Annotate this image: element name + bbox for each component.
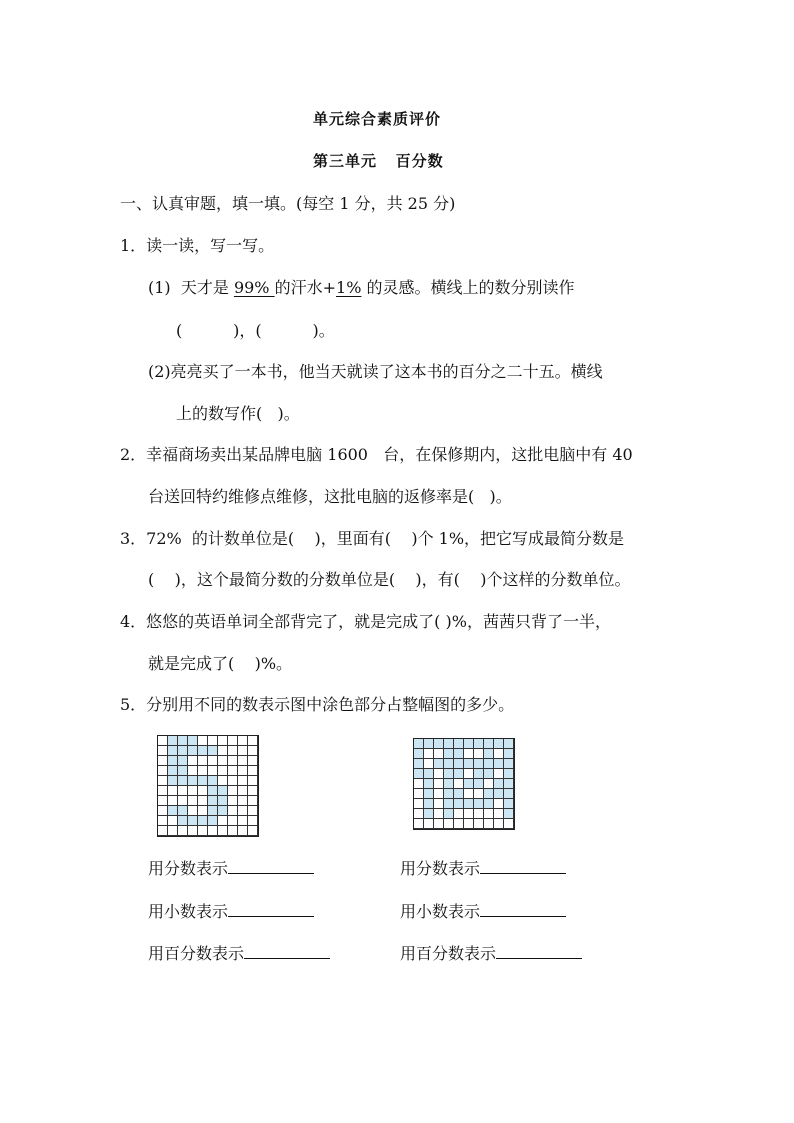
grid-cell-shaded (444, 809, 454, 819)
grid-cell (158, 806, 168, 816)
grid-cell-shaded (504, 779, 514, 789)
grid-cell (228, 776, 238, 786)
grid-cell (434, 789, 444, 799)
q1-part2-line2: 上的数写作( )。 (176, 404, 300, 423)
grid-cell (424, 819, 434, 829)
grid-cell-shaded (474, 769, 484, 779)
grid-cell (218, 776, 228, 786)
grid-cell (158, 816, 168, 826)
grid-cell-shaded (444, 759, 454, 769)
grid-cell (218, 756, 228, 766)
grid-cell (484, 819, 494, 829)
grid-cell (414, 789, 424, 799)
grid-cell (158, 736, 168, 746)
grid-cell-shaded (434, 759, 444, 769)
grid-cell (424, 749, 434, 759)
grid-cell (248, 806, 258, 816)
grid-cell-shaded (504, 799, 514, 809)
grid-cell-shaded (424, 769, 434, 779)
grid-cell (188, 826, 198, 836)
left-decimal-label: 用小数表示 (148, 902, 229, 921)
grid-cell-shaded (198, 816, 208, 826)
grid-cell-shaded (474, 759, 484, 769)
left-percent-label: 用百分数表示 (148, 944, 245, 963)
grid-cell (238, 756, 248, 766)
grid-cell (238, 786, 248, 796)
grid-cell (238, 776, 248, 786)
grid-cell (238, 816, 248, 826)
grid-cell (238, 806, 248, 816)
grid-cell (248, 766, 258, 776)
grid-cell-shaded (464, 799, 474, 809)
grid-cell-shaded (454, 789, 464, 799)
grid-cell-shaded (444, 779, 454, 789)
grid-cell (464, 819, 474, 829)
grid-cell (248, 736, 258, 746)
grid-cell-shaded (168, 756, 178, 766)
grid-cell (218, 816, 228, 826)
grid-cell (414, 779, 424, 789)
grid-cell-shaded (504, 749, 514, 759)
grid-cell-shaded (464, 759, 474, 769)
left-fraction-label: 用分数表示 (148, 859, 229, 878)
grid-figure-2 (413, 738, 515, 830)
grid-cell (158, 776, 168, 786)
right-fraction-label: 用分数表示 (400, 859, 481, 878)
left-fraction-answer (148, 856, 314, 879)
grid-cell-shaded (424, 799, 434, 809)
grid-cell (494, 809, 504, 819)
right-decimal-blank[interactable] (480, 902, 566, 917)
grid-cell (168, 796, 178, 806)
q1-underlined-99: 99% (233, 278, 275, 297)
grid-cell (198, 766, 208, 776)
grid-cell-shaded (188, 776, 198, 786)
section-heading: 一、认真审题，填一填。(每空 1 分，共 25 分) (120, 194, 456, 213)
left-percent-answer (148, 941, 330, 964)
grid-cell (454, 779, 464, 789)
grid-cell (228, 796, 238, 806)
grid-cell-shaded (484, 749, 494, 759)
q4-line2: 就是完成了( )%。 (148, 654, 293, 673)
grid-cell-shaded (474, 799, 484, 809)
grid-cell (474, 789, 484, 799)
grid-cell-shaded (208, 776, 218, 786)
grid-cell-shaded (208, 806, 218, 816)
grid-cell-shaded (474, 739, 484, 749)
grid-cell-shaded (188, 736, 198, 746)
grid-cell-shaded (454, 759, 464, 769)
grid-cell (198, 786, 208, 796)
grid-cell (178, 826, 188, 836)
grid-cell-shaded (414, 759, 424, 769)
grid-cell-shaded (494, 759, 504, 769)
grid-cell (228, 736, 238, 746)
grid-cell-shaded (178, 736, 188, 746)
grid-cell-shaded (484, 739, 494, 749)
grid-cell-shaded (168, 746, 178, 756)
q1-part1-line1 (148, 275, 575, 298)
grid-cell (198, 796, 208, 806)
grid-cell (228, 826, 238, 836)
grid-cell (168, 816, 178, 826)
grid-cell (414, 809, 424, 819)
page-subtitle: 第三单元 百分数 (313, 152, 444, 170)
grid-figure-1 (157, 735, 259, 837)
grid-cell (198, 826, 208, 836)
grid-cell (248, 756, 258, 766)
grid-cell (218, 746, 228, 756)
grid-cell-shaded (484, 769, 494, 779)
grid-cell (228, 806, 238, 816)
grid-cell-shaded (444, 789, 454, 799)
grid-cell (208, 736, 218, 746)
q1-underlined-1: 1% (336, 278, 362, 297)
grid-cell (248, 796, 258, 806)
grid-cell-shaded (454, 739, 464, 749)
grid-cell-shaded (178, 756, 188, 766)
q1-part1-text-a: (1) 天才是 (148, 278, 234, 297)
left-fraction-blank[interactable] (228, 859, 314, 874)
grid-cell (414, 819, 424, 829)
grid-cell (238, 826, 248, 836)
grid-cell (208, 756, 218, 766)
grid-cell-shaded (494, 789, 504, 799)
grid-cell-shaded (168, 776, 178, 786)
right-percent-label: 用百分数表示 (400, 944, 497, 963)
grid-cell-shaded (424, 789, 434, 799)
grid-cell-shaded (188, 816, 198, 826)
right-decimal-label: 用小数表示 (400, 902, 481, 921)
grid-cell-shaded (444, 799, 454, 809)
grid-cell-shaded (414, 769, 424, 779)
grid-cell (178, 786, 188, 796)
grid-cell (158, 826, 168, 836)
grid-cell (158, 756, 168, 766)
grid-cell (248, 746, 258, 756)
right-fraction-answer (400, 856, 566, 879)
grid-cell (158, 746, 168, 756)
grid-cell (188, 766, 198, 776)
q1-part1-text-c: 的灵感。横线上的数分别读作 (361, 278, 575, 297)
grid-cell-shaded (218, 806, 228, 816)
grid-cell (218, 736, 228, 746)
grid-cell (474, 749, 484, 759)
grid-cell (248, 816, 258, 826)
grid-cell-shaded (484, 789, 494, 799)
grid-cell-shaded (504, 739, 514, 749)
grid-cell-shaded (188, 746, 198, 756)
grid-cell (158, 796, 168, 806)
grid-cell-shaded (168, 766, 178, 776)
grid-cell-shaded (444, 769, 454, 779)
right-percent-blank[interactable] (496, 944, 582, 959)
q1-part2-line1: (2)亮亮买了一本书，他当天就读了这本书的百分之二十五。横线 (148, 362, 603, 381)
grid-cell-shaded (494, 779, 504, 789)
grid-cell-shaded (208, 746, 218, 756)
grid-cell-shaded (424, 739, 434, 749)
grid-cell (238, 736, 248, 746)
grid-cell (434, 809, 444, 819)
grid-cell-shaded (178, 816, 188, 826)
grid-cell-shaded (424, 809, 434, 819)
grid-cell (494, 819, 504, 829)
grid-cell-shaded (218, 796, 228, 806)
grid-cell (454, 819, 464, 829)
grid-cell (474, 819, 484, 829)
grid-cell (228, 816, 238, 826)
grid-cell-shaded (444, 749, 454, 759)
grid-cell-shaded (504, 789, 514, 799)
grid-cell-shaded (474, 779, 484, 789)
grid-cell (218, 766, 228, 776)
q2-line1: 2．幸福商场卖出某品牌电脑 1600 台，在保修期内，这批电脑中有 40 (120, 445, 633, 464)
grid-cell-shaded (414, 749, 424, 759)
grid-cell (444, 819, 454, 829)
left-decimal-blank[interactable] (228, 902, 314, 917)
grid-cell (434, 799, 444, 809)
grid-cell (484, 809, 494, 819)
grid-cell-shaded (178, 746, 188, 756)
grid-cell (434, 769, 444, 779)
grid-cell-shaded (504, 809, 514, 819)
grid-cell (158, 786, 168, 796)
grid-cell-shaded (504, 759, 514, 769)
grid-cell-shaded (424, 779, 434, 789)
grid-cell (238, 746, 248, 756)
grid-cell (188, 756, 198, 766)
right-percent-answer (400, 941, 582, 964)
grid-cell-shaded (454, 749, 464, 759)
grid-cell (228, 766, 238, 776)
q3-line1: 3．72% 的计数单位是( )，里面有( )个 1%，把它写成最简分数是 (120, 529, 625, 548)
grid-cell-shaded (198, 746, 208, 756)
grid-cell-shaded (484, 799, 494, 809)
q1-heading: 1．读一读，写一写。 (120, 236, 275, 255)
grid-cell (188, 796, 198, 806)
q5-heading: 5．分别用不同的数表示图中涂色部分占整幅图的多少。 (120, 695, 515, 714)
left-decimal-answer (148, 899, 314, 922)
grid-cell-shaded (414, 739, 424, 749)
grid-cell (464, 749, 474, 759)
grid-cell (188, 806, 198, 816)
grid-cell-shaded (434, 739, 444, 749)
grid-cell (474, 809, 484, 819)
q3-line2: ( )，这个最简分数的分数单位是( )，有( )个这样的分数单位。 (148, 570, 631, 589)
grid-cell-shaded (464, 739, 474, 749)
q1-part1-line2: ( )，( )。 (176, 321, 335, 340)
grid-cell (238, 766, 248, 776)
grid-cell (208, 766, 218, 776)
grid-cell (188, 786, 198, 796)
grid-cell (228, 756, 238, 766)
grid-cell (248, 826, 258, 836)
grid-cell-shaded (454, 769, 464, 779)
grid-cell-shaded (218, 786, 228, 796)
grid-cell-shaded (178, 776, 188, 786)
grid-cell-shaded (208, 796, 218, 806)
grid-cell (454, 809, 464, 819)
grid-cell (218, 826, 228, 836)
grid-cell (494, 749, 504, 759)
grid-cell (434, 819, 444, 829)
grid-cell (494, 769, 504, 779)
grid-cell-shaded (208, 786, 218, 796)
grid-cell (228, 746, 238, 756)
grid-cell (434, 779, 444, 789)
grid-cell (414, 799, 424, 809)
q2-line2: 台送回特约维修点维修，这批电脑的返修率是( )。 (148, 487, 512, 506)
grid-cell (504, 819, 514, 829)
grid-cell (198, 806, 208, 816)
grid-cell (464, 789, 474, 799)
grid-cell (208, 826, 218, 836)
grid-cell-shaded (454, 799, 464, 809)
grid-cell-shaded (464, 779, 474, 789)
grid-cell (424, 759, 434, 769)
grid-cell-shaded (178, 766, 188, 776)
grid-cell (198, 756, 208, 766)
grid-cell (198, 736, 208, 746)
grid-cell (484, 779, 494, 789)
page-title: 单元综合素质评价 (313, 110, 442, 128)
grid-cell (168, 826, 178, 836)
left-percent-blank[interactable] (244, 944, 330, 959)
grid-cell (248, 776, 258, 786)
q1-part1-text-b: 的汗水+ (274, 278, 337, 297)
grid-cell (228, 786, 238, 796)
grid-cell-shaded (484, 759, 494, 769)
grid-cell-shaded (444, 739, 454, 749)
grid-cell-shaded (504, 769, 514, 779)
grid-cell (434, 749, 444, 759)
grid-cell (464, 769, 474, 779)
q4-line1: 4．悠悠的英语单词全部背完了，就是完成了( )%，茜茜只背了一半， (120, 612, 611, 631)
grid-cell (494, 799, 504, 809)
grid-cell (178, 796, 188, 806)
grid-cell-shaded (494, 739, 504, 749)
grid-cell-shaded (168, 736, 178, 746)
right-fraction-blank[interactable] (480, 859, 566, 874)
grid-cell (238, 796, 248, 806)
grid-cell-shaded (168, 806, 178, 816)
grid-cell (158, 766, 168, 776)
grid-cell-shaded (178, 806, 188, 816)
grid-cell (464, 809, 474, 819)
grid-cell-shaded (208, 816, 218, 826)
grid-cell (248, 786, 258, 796)
grid-cell (168, 786, 178, 796)
right-decimal-answer (400, 899, 566, 922)
grid-cell-shaded (198, 776, 208, 786)
